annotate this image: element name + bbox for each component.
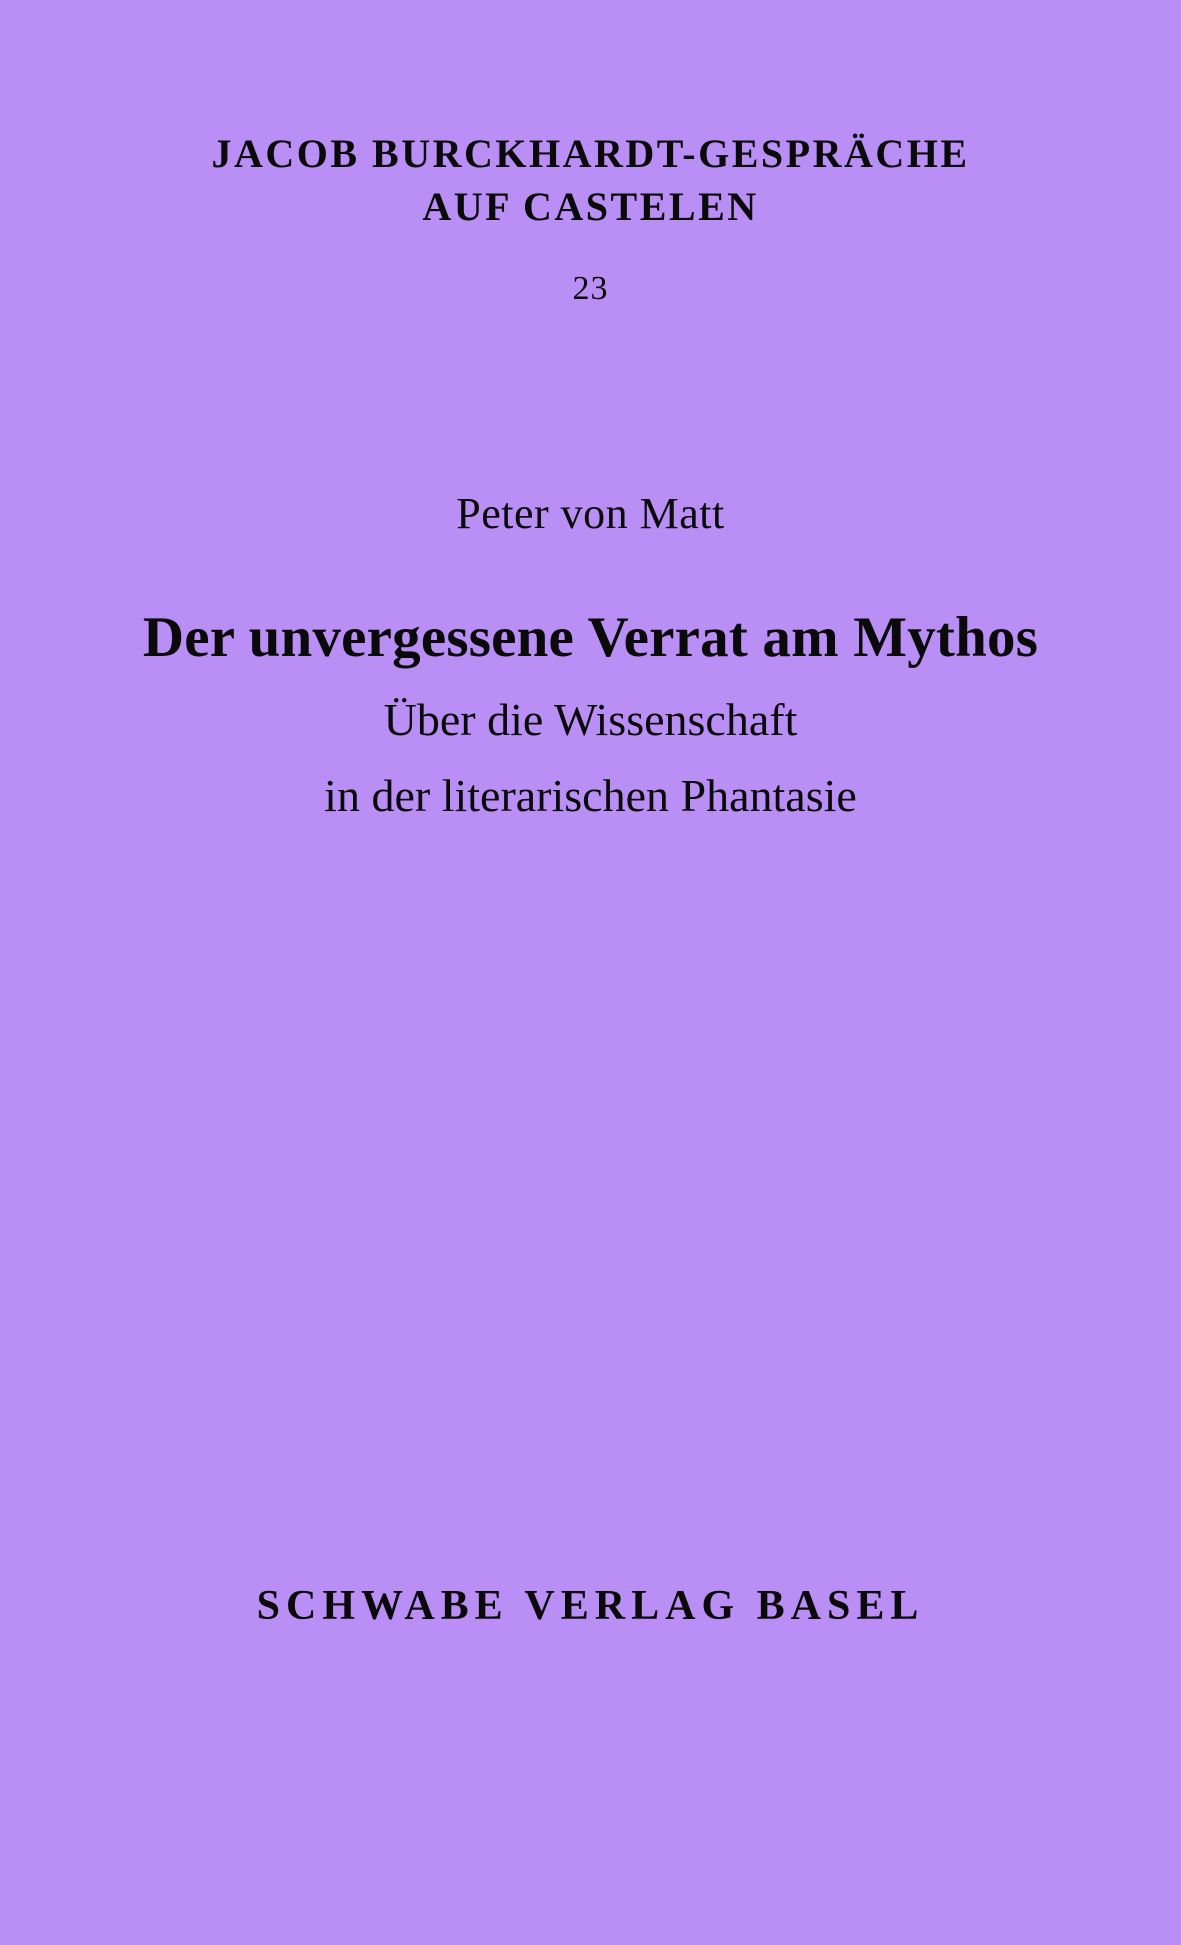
series-title-line-1: JACOB BURCKHARDT-GESPRÄCHE	[211, 131, 970, 176]
book-title: Der unvergessene Verrat am Mythos	[142, 606, 1039, 669]
book-subtitle-line-2: in der literarischen Phantasie	[324, 769, 857, 821]
author-name: Peter von Matt	[456, 489, 725, 538]
author-block	[0, 488, 1181, 539]
publisher-block	[0, 1582, 1181, 1630]
series-volume-number: 23	[572, 269, 609, 307]
book-subtitle-line-1: Über die Wissenschaft	[383, 694, 798, 746]
publisher-name: SCHWABE VERLAG BASEL	[256, 1583, 925, 1629]
series-block	[0, 128, 1181, 308]
series-title-line-2: AUF CASTELEN	[422, 183, 759, 229]
title-block	[0, 604, 1181, 831]
